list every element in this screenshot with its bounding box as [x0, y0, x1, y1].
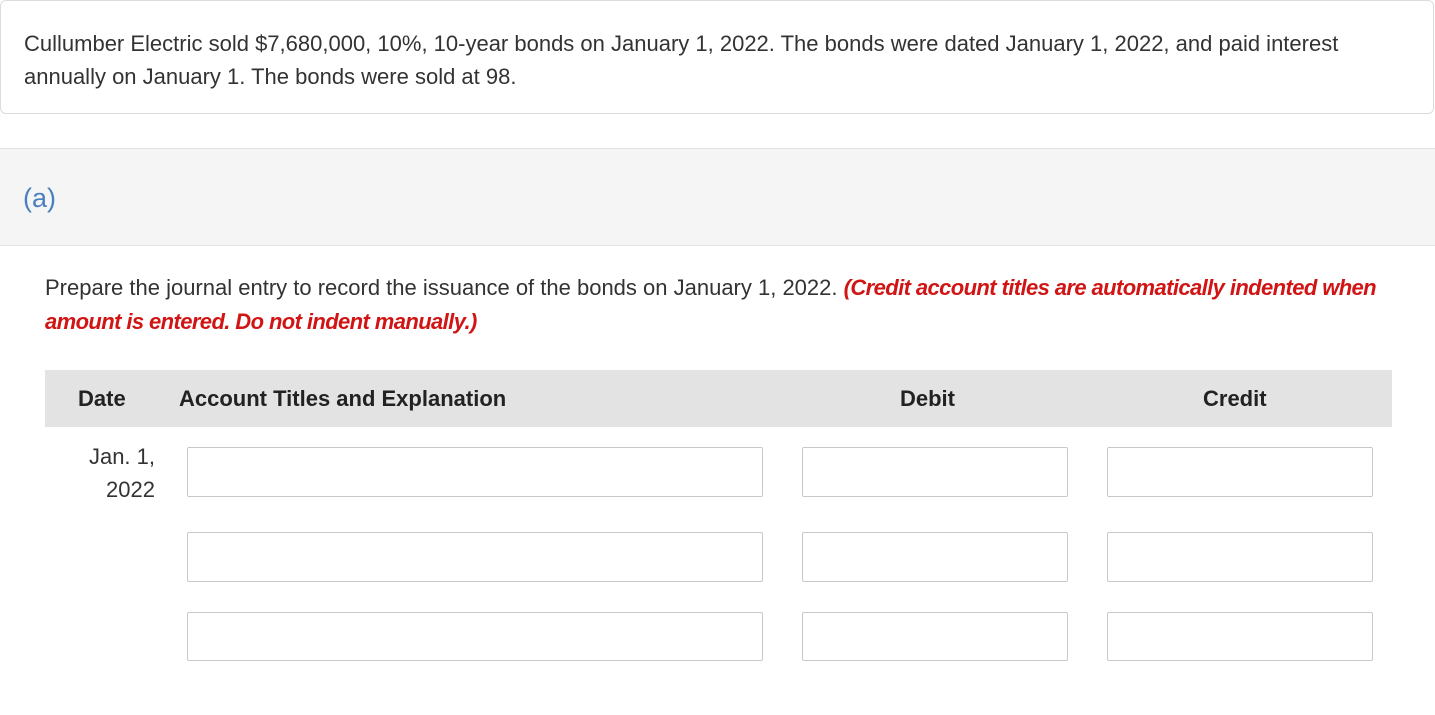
entry-date-line1: Jan. 1, [88, 444, 155, 469]
debit-input-row1[interactable] [802, 447, 1068, 497]
account-title-input-row3[interactable] [187, 612, 763, 661]
header-debit: Debit [900, 386, 955, 411]
part-header [0, 148, 1435, 246]
problem-statement: Cullumber Electric sold $7,680,000, 10%, 10-year bonds on January 1, 2022. The bonds were dated January 1, 2022, and paid interest annually on January 1. The bonds were sold at 98. [24, 31, 1339, 89]
part-label: (a) [23, 183, 56, 213]
debit-input-row3[interactable] [802, 612, 1068, 661]
header-date: Date [78, 386, 126, 411]
header-account-titles: Account Titles and Explanation [179, 386, 507, 411]
indent-note: (Credit account titles are automatically indented when amount is entered. Do not indent manually.) [45, 275, 1377, 334]
entry-date [75, 440, 155, 506]
credit-input-row1[interactable] [1107, 447, 1373, 497]
header-credit: Credit [1203, 386, 1267, 411]
instruction-text: Prepare the journal entry to record the issuance of the bonds on January 1, 2022. [45, 275, 838, 300]
credit-input-row2[interactable] [1107, 532, 1373, 582]
account-title-input-row1[interactable] [187, 447, 763, 497]
account-title-input-row2[interactable] [187, 532, 763, 582]
debit-input-row2[interactable] [802, 532, 1068, 582]
problem-statement-box [0, 0, 1434, 114]
credit-input-row3[interactable] [1107, 612, 1373, 661]
instructions [45, 271, 1395, 339]
entry-date-line2: 2022 [106, 477, 155, 502]
journal-table-header [45, 370, 1392, 427]
